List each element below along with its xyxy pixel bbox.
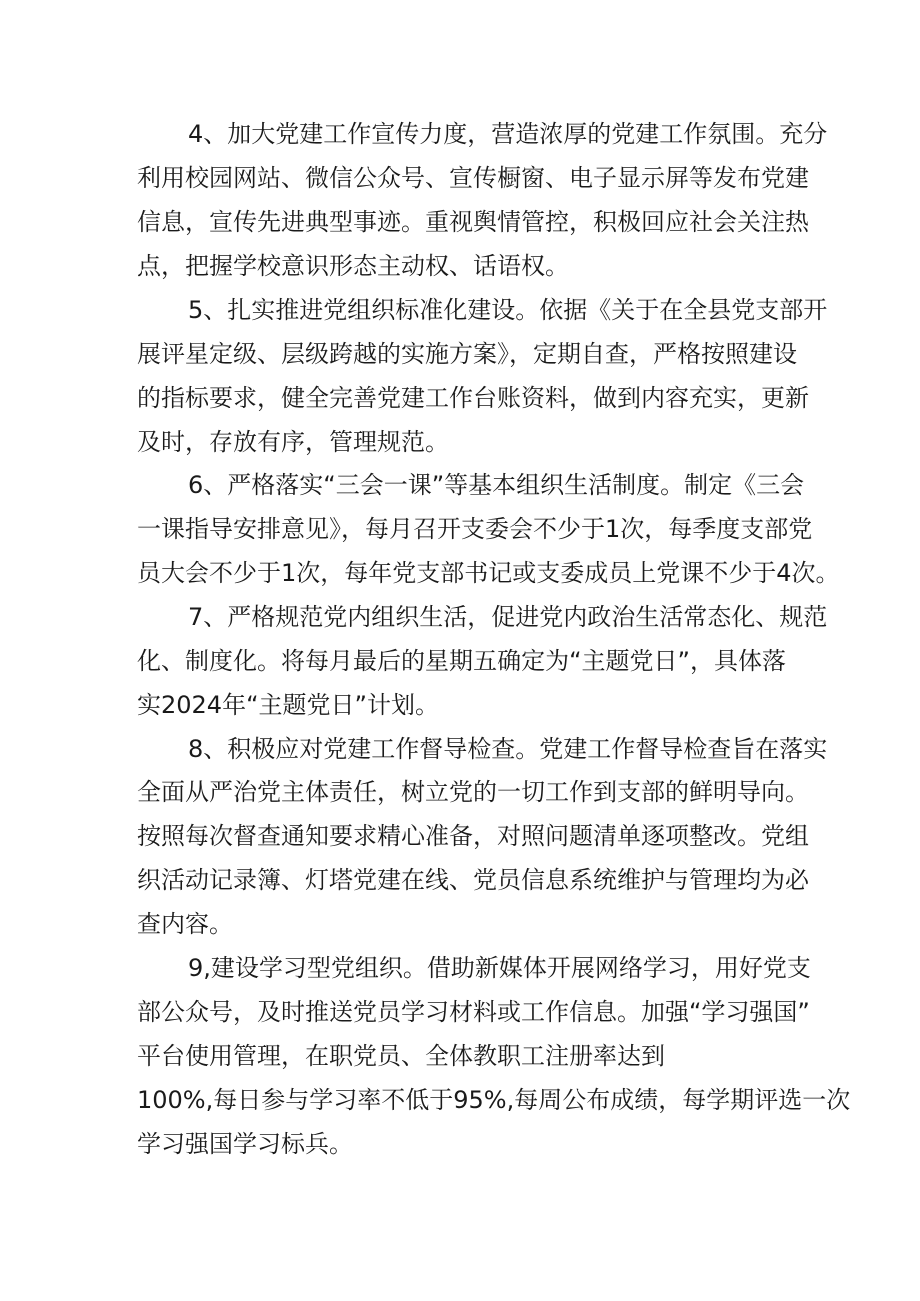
paragraph-8-line-2 [0,772,920,812]
paragraph-6-line-3 [0,553,920,593]
line-text: 查内容。 [137,910,233,938]
line-text: 部公众号，及时推送党员学习材料或工作信息。加强“学习强国” [137,998,810,1026]
line-text: 的指标要求，健全完善党建工作台账资料，做到内容充实，更新 [137,384,809,412]
line-text: 按照每次督查通知要求精心准备，对照问题清单逐项整改。党组 [137,822,809,850]
paragraph-5-line-1 [0,290,920,330]
paragraph-6-line-2 [0,509,920,549]
paragraph-5-line-4 [0,422,920,462]
line-text: 实2024年“主题党日”计划。 [137,691,439,719]
line-text: 一课指导安排意见》，每月召开支委会不少于1次，每季度支部党 [137,515,813,543]
paragraph-6-line-1 [0,465,920,505]
line-text: 6、严格落实“三会一课”等基本组织生活制度。制定《三会 [188,471,805,499]
line-text: 展评星定级、层级跨越的实施方案》，定期自查，严格按照建设 [137,340,797,368]
paragraph-7-line-3 [0,685,920,725]
line-text: 7、严格规范党内组织生活，促进党内政治生活常态化、规范 [188,603,828,631]
paragraph-8-line-3 [0,816,920,856]
paragraph-5-line-3 [0,378,920,418]
paragraph-4-line-4 [0,246,920,286]
line-text: 5、扎实推进党组织标准化建设。依据《关于在全县党支部开 [188,296,828,324]
line-text: 信息，宣传先进典型事迹。重视舆情管控，积极回应社会关注热 [137,208,809,236]
paragraph-5-line-2 [0,334,920,374]
paragraph-4-line-3 [0,202,920,242]
line-text: 员大会不少于1次，每年党支部书记或支委成员上党课不少于4次。 [137,559,840,587]
paragraph-7-line-1 [0,597,920,637]
paragraph-8-line-5 [0,904,920,944]
line-text: 化、制度化。将每月最后的星期五确定为“主题党日”，具体落 [137,647,786,675]
line-text: 100%,每日参与学习率不低于95%,每周公布成绩，每学期评选一次 [137,1086,851,1114]
paragraph-4-line-2 [0,158,920,198]
paragraph-9-line-5 [0,1124,920,1164]
line-text: 8、积极应对党建工作督导检查。党建工作督导检查旨在落实 [188,735,828,763]
paragraph-9-line-3 [0,1036,920,1076]
line-text: 全面从严治党主体责任，树立党的一切工作到支部的鲜明导向。 [137,778,809,806]
paragraph-7-line-2 [0,641,920,681]
line-text: 点，把握学校意识形态主动权、话语权。 [137,252,569,280]
line-text: 学习强国学习标兵。 [137,1130,353,1158]
line-text: 9,建设学习型党组织。借助新媒体开展网络学习，用好党支 [188,954,811,982]
paragraph-9-line-2 [0,992,920,1032]
line-text: 及时，存放有序，管理规范。 [137,428,449,456]
paragraph-4-line-1 [0,114,920,154]
paragraph-8-line-1 [0,729,920,769]
line-text: 织活动记录簿、灯塔党建在线、党员信息系统维护与管理均为必 [137,866,809,894]
line-text: 利用校园网站、微信公众号、宣传橱窗、电子显示屏等发布党建 [137,164,809,192]
paragraph-9-line-1 [0,948,920,988]
paragraph-8-line-4 [0,860,920,900]
line-text: 平台使用管理，在职党员、全体教职工注册率达到 [137,1042,665,1070]
line-text: 4、加大党建工作宣传力度，营造浓厚的党建工作氛围。充分 [188,120,828,148]
paragraph-9-line-4 [0,1080,920,1120]
